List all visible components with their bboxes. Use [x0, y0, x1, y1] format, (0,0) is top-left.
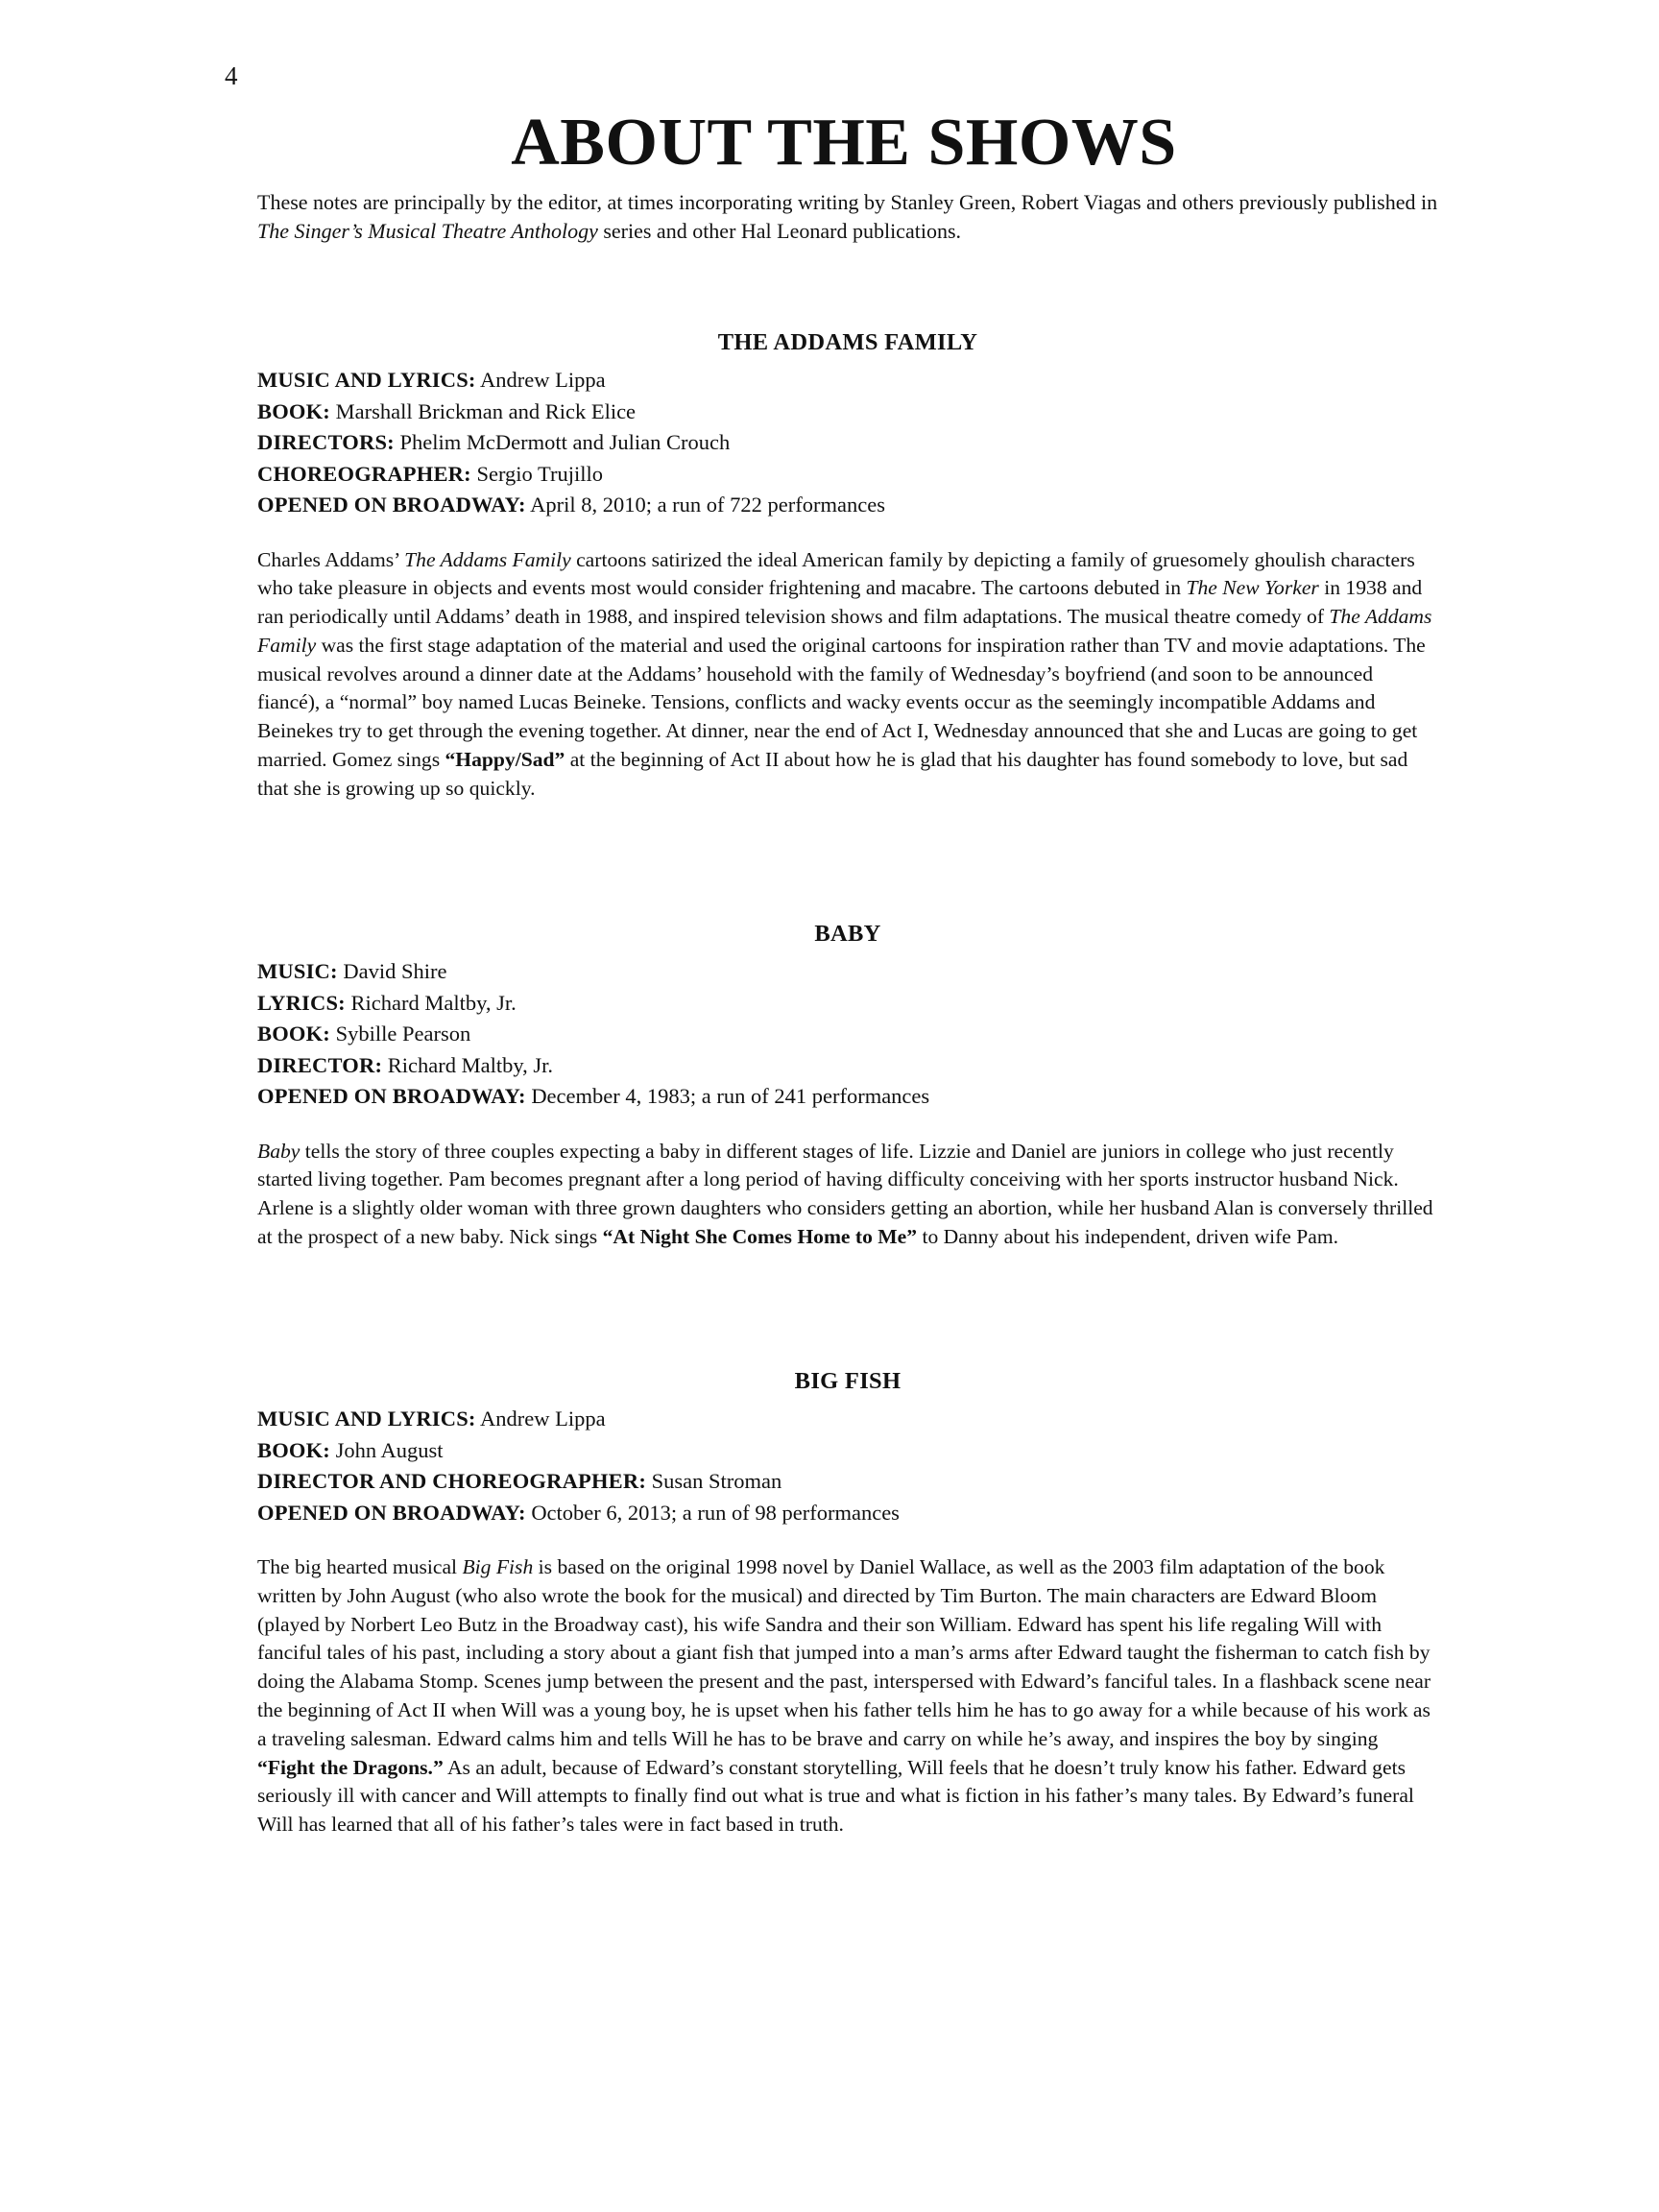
body-text-run: in 1938 and ran periodically until Addams’ death in 1988, and inspired television shows and film adaptations. The musical theatre comedy of — [257, 576, 1423, 629]
show-section-baby — [257, 920, 1438, 1252]
body-text-run: series and other Hal Leonard publications. — [597, 219, 962, 243]
credit-label: OPENED ON BROADWAY: — [257, 1084, 526, 1108]
italic-title-text: The Addams Family — [404, 547, 571, 571]
credit-value: October 6, 2013; a run of 98 performances — [531, 1500, 900, 1525]
credit-label: MUSIC AND LYRICS: — [257, 1407, 476, 1431]
credit-line — [257, 956, 1438, 988]
credit-line — [257, 397, 1438, 428]
credit-line — [257, 490, 1438, 521]
body-text-run: As an adult, because of Edward’s constant storytelling, Will feels that he doesn’t truly know his father. Edward gets seriously ill with cancer and Will attempts to finally find out what is true and what is fiction in his father’s many tales. By Edward’s funeral Will has learned that all of his father’s tales were in fact based in truth. — [257, 1755, 1414, 1837]
credit-label: BOOK: — [257, 1022, 331, 1046]
italic-title-text: Big Fish — [462, 1555, 534, 1578]
intro-paragraph — [257, 188, 1438, 246]
credit-line — [257, 1081, 1438, 1113]
body-text-run: is based on the original 1998 novel by Daniel Wallace, as well as the 2003 film adaptation of the book written by John August (who also wrote the book for the musical) and directed by Tim Burton. The main characters are Edward Bloom (played by Norbert Leo Butz in the Broadway cast), his wife Sandra and their son William. Edward has spent his life regaling Will with fanciful tales of his past, including a story about a giant fish that jumped into a man’s arms after Edward taught the fisherman to catch fish by doing the Alabama Stomp. Scenes jump between the present and the past, interspersed with Edward’s fanciful tales. In a flashback scene near the beginning of Act II when Will was a young boy, he is upset when his father tells him he has to go away for a while because of his work as a traveling salesman. Edward calms him and tells Will he has to be brave and carry on while he’s away, and inspires the boy by singing — [257, 1555, 1431, 1750]
credit-line — [257, 1404, 1438, 1435]
show-title: THE ADDAMS FAMILY — [717, 329, 978, 355]
credit-value: Susan Stroman — [651, 1469, 782, 1493]
credit-label: DIRECTORS: — [257, 430, 395, 454]
credit-value: Sergio Trujillo — [476, 461, 603, 486]
credit-value: David Shire — [343, 959, 447, 983]
body-text-run: cartoons satirized the ideal American family by depicting a family of gruesomely ghoulish characters who take pleasure in objects and events most would consider frightening and macabre. The cartoons debuted in — [257, 547, 1415, 600]
credit-label: DIRECTOR AND CHOREOGRAPHER: — [257, 1469, 647, 1493]
credit-label: OPENED ON BROADWAY: — [257, 493, 526, 517]
synopsis-paragraph — [257, 1553, 1438, 1839]
credit-line — [257, 427, 1438, 459]
credit-value: Phelim McDermott and Julian Crouch — [399, 430, 731, 454]
synopsis-paragraph — [257, 546, 1438, 804]
body-text-run: tells the story of three couples expecting a baby in different stages of life. Lizzie and Daniel are juniors in college who just recently started living together. Pam becomes pregnant after a long period of having difficulty conceiving with her sports instructor husband Nick. Arlene is a slightly older woman with three grown daughters who considers getting an abortion, while her husband Alan is conversely thrilled at the prospect of a new baby. Nick sings — [257, 1139, 1433, 1248]
credit-line — [257, 988, 1438, 1020]
credit-value: Richard Maltby, Jr. — [387, 1052, 554, 1077]
song-title-text: “Happy/Sad” — [445, 748, 565, 772]
credit-value: December 4, 1983; a run of 241 performances — [531, 1084, 930, 1108]
song-title-text: “At Night She Comes Home to Me” — [602, 1224, 918, 1248]
body-text-run: was the first stage adaptation of the material and used the original cartoons for inspiration rather than TV and movie adaptations. The musical revolves around a dinner date at the Addams’ household with the family of Wednesday’s boyfriend (and soon to be announced fiancé), a “normal” boy named Lucas Beineke. Tensions, conflicts and wacky events occur as the seemingly incompatible Addams and Beinekes try to get through the evening together. At dinner, near the end of Act I, Wednesday announced that she and Lucas are going to get married. Gomez sings — [257, 633, 1426, 772]
credit-label: LYRICS: — [257, 990, 346, 1015]
song-title-text: “Fight the Dragons.” — [257, 1755, 444, 1779]
credit-value: Sybille Pearson — [335, 1022, 471, 1046]
body-text-run: The big hearted musical — [257, 1555, 463, 1578]
page-number: 4 — [225, 61, 238, 90]
credit-label: MUSIC AND LYRICS: — [257, 368, 476, 392]
page-title: ABOUT THE SHOWS — [511, 106, 1177, 180]
synopsis-paragraph — [257, 1138, 1438, 1252]
body-text-run: These notes are principally by the editor, at times incorporating writing by Stanley Green, Robert Viagas and others previously published in — [257, 190, 1438, 214]
credit-label: DIRECTOR: — [257, 1052, 383, 1077]
credit-value: Andrew Lippa — [480, 1407, 606, 1431]
body-text-run: Charles Addams’ — [257, 547, 405, 571]
credits-list — [257, 365, 1438, 521]
credit-value: Andrew Lippa — [480, 368, 606, 392]
credit-value: Richard Maltby, Jr. — [350, 990, 517, 1015]
show-section-addams-family — [257, 328, 1438, 804]
body-text-run: at the beginning of Act II about how he is glad that his daughter has found somebody to love, but sad that she is growing up so quickly. — [257, 748, 1408, 800]
credit-line — [257, 365, 1438, 397]
body-text-run: to Danny about his independent, driven wife Pam. — [917, 1224, 1339, 1248]
show-title: BIG FISH — [794, 1368, 902, 1394]
credit-line — [257, 459, 1438, 491]
credit-label: CHOREOGRAPHER: — [257, 461, 471, 486]
credit-label: MUSIC: — [257, 959, 338, 983]
italic-title-text: The Singer’s Musical Theatre Anthology — [257, 219, 598, 243]
credit-line — [257, 1466, 1438, 1498]
italic-title-text: The Addams Family — [257, 605, 1432, 657]
credit-value: April 8, 2010; a run of 722 performances — [530, 493, 885, 517]
credit-line — [257, 1019, 1438, 1050]
credit-line — [257, 1050, 1438, 1082]
credit-label: BOOK: — [257, 398, 331, 423]
credit-label: OPENED ON BROADWAY: — [257, 1500, 526, 1525]
italic-title-text: Baby — [257, 1139, 301, 1163]
credits-list — [257, 956, 1438, 1113]
show-title: BABY — [814, 921, 881, 947]
credit-line — [257, 1435, 1438, 1467]
italic-title-text: The New Yorker — [1186, 576, 1319, 600]
credit-value: Marshall Brickman and Rick Elice — [335, 398, 637, 423]
show-section-big-fish — [257, 1367, 1438, 1839]
credit-label: BOOK: — [257, 1437, 331, 1462]
credits-list — [257, 1404, 1438, 1528]
credit-line — [257, 1498, 1438, 1529]
credit-value: John August — [335, 1437, 444, 1462]
